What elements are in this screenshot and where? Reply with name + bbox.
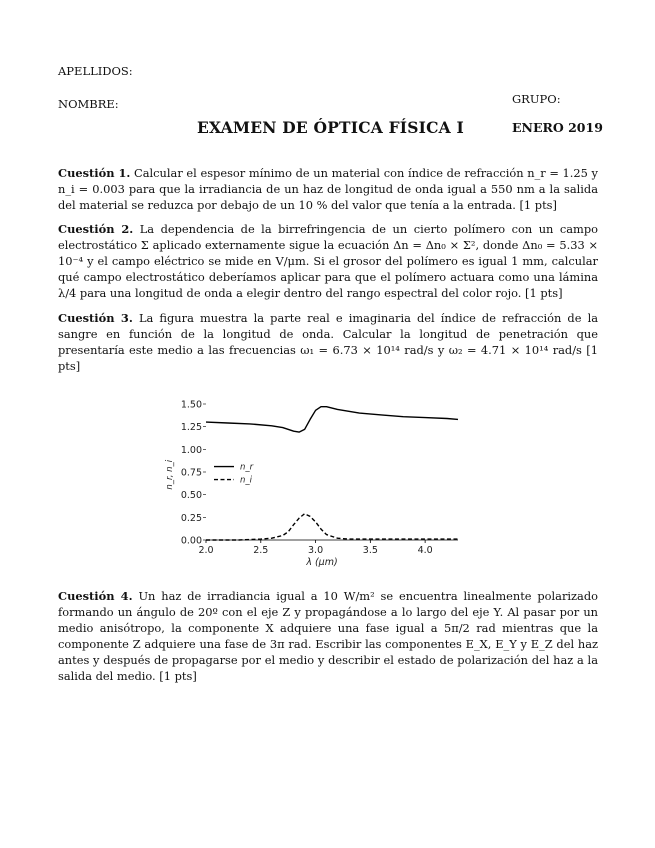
refractive-index-chart [160, 390, 480, 580]
series-line-ni [206, 514, 458, 540]
chart-axes [165, 400, 458, 569]
y-tick-label: 1.50 [180, 399, 202, 411]
x-tick-label: 4.0 [417, 545, 433, 556]
question-2 [58, 221, 598, 301]
question-1 [58, 165, 598, 213]
exam-date: ENERO 2019 [512, 120, 603, 135]
nombre-label: NOMBRE: [58, 97, 119, 111]
question-2-label: Cuestión 2. [58, 222, 134, 236]
apellidos-label: APELLIDOS: [58, 64, 133, 78]
question-2-text: La dependencia de la birrefringencia de un cierto polímero con un campo electrostático Σ aplicado externamente sigue la ecuación Δn = Δn₀ × Σ², donde Δn₀ = 5.33 × 10⁻⁴ y el campo eléctrico se mide en V/μm. Si el grosor del polímero es igual 1 mm, calcular qué campo electrostático deberíamos aplicar para que el polímero actuara como una lámina λ/4 para una longitud de onda a elegir dentro del rango espectral del color rojo. [1 pts] [58, 222, 598, 300]
x-tick-label: 2.0 [198, 545, 214, 556]
x-tick-label: 3.5 [362, 545, 378, 556]
chart-legend [214, 463, 254, 486]
question-1-label: Cuestión 1. [58, 166, 131, 180]
y-tick-label: 0.25 [180, 512, 202, 524]
question-3-text: La figura muestra la parte real e imaginaria del índice de refracción de la sangre en función de la longitud de onda. Calcular la longitud de penetración que presentaría este medio a las frecuencias ω₁ = 6.73 × 10¹⁴ rad/s y ω₂ = 4.71 × 10¹⁴ rad/s [1 pts] [58, 311, 598, 373]
question-3 [58, 310, 598, 374]
x-tick-label: 3.0 [308, 545, 324, 556]
y-tick-label: 0.00 [180, 535, 202, 547]
y-tick-label: 1.00 [180, 444, 202, 456]
legend-label: n_r [240, 462, 254, 473]
question-4 [58, 588, 598, 684]
y-tick-label: 0.75 [180, 467, 202, 479]
grupo-label: GRUPO: [512, 92, 561, 106]
y-axis-label: n_r, n_i [165, 459, 175, 490]
series-line-nr [206, 407, 458, 432]
chart-series [206, 407, 458, 540]
question-3-label: Cuestión 3. [58, 311, 133, 325]
x-tick-label: 2.5 [253, 545, 269, 556]
legend-label: n_i [240, 475, 252, 486]
y-tick-label: 1.25 [180, 422, 202, 434]
question-4-label: Cuestión 4. [58, 589, 133, 603]
question-4-text: Un haz de irradiancia igual a 10 W/m² se encuentra linealmente polarizado formando un ángulo de 20º con el eje Z y propagándose a lo largo del eje Y. Al pasar por un medio anisótropo, la componente X adquiere una fase igual a 5π/2 rad mientras que la componente Z adquiere una fase de 3π rad. Escribir las componentes E_X, E_Y y E_Z del haz antes y después de propagarse por el medio y describir el estado de polarización del haz a la salida del medio. [1 pts] [58, 589, 598, 683]
question-1-text: Calcular el espesor mínimo de un material con índice de refracción n_r = 1.25 y n_i = 0.003 para que la irradiancia de un haz de longitud de onda igual a 550 nm a la salida del material se reduzca por debajo de un 10 % del valor que tenía a la entrada. [1 pts] [58, 166, 598, 212]
exam-title: EXAMEN DE ÓPTICA FÍSICA I [197, 118, 464, 137]
y-tick-label: 0.50 [180, 490, 202, 502]
x-axis-label: λ (μm) [306, 557, 338, 568]
